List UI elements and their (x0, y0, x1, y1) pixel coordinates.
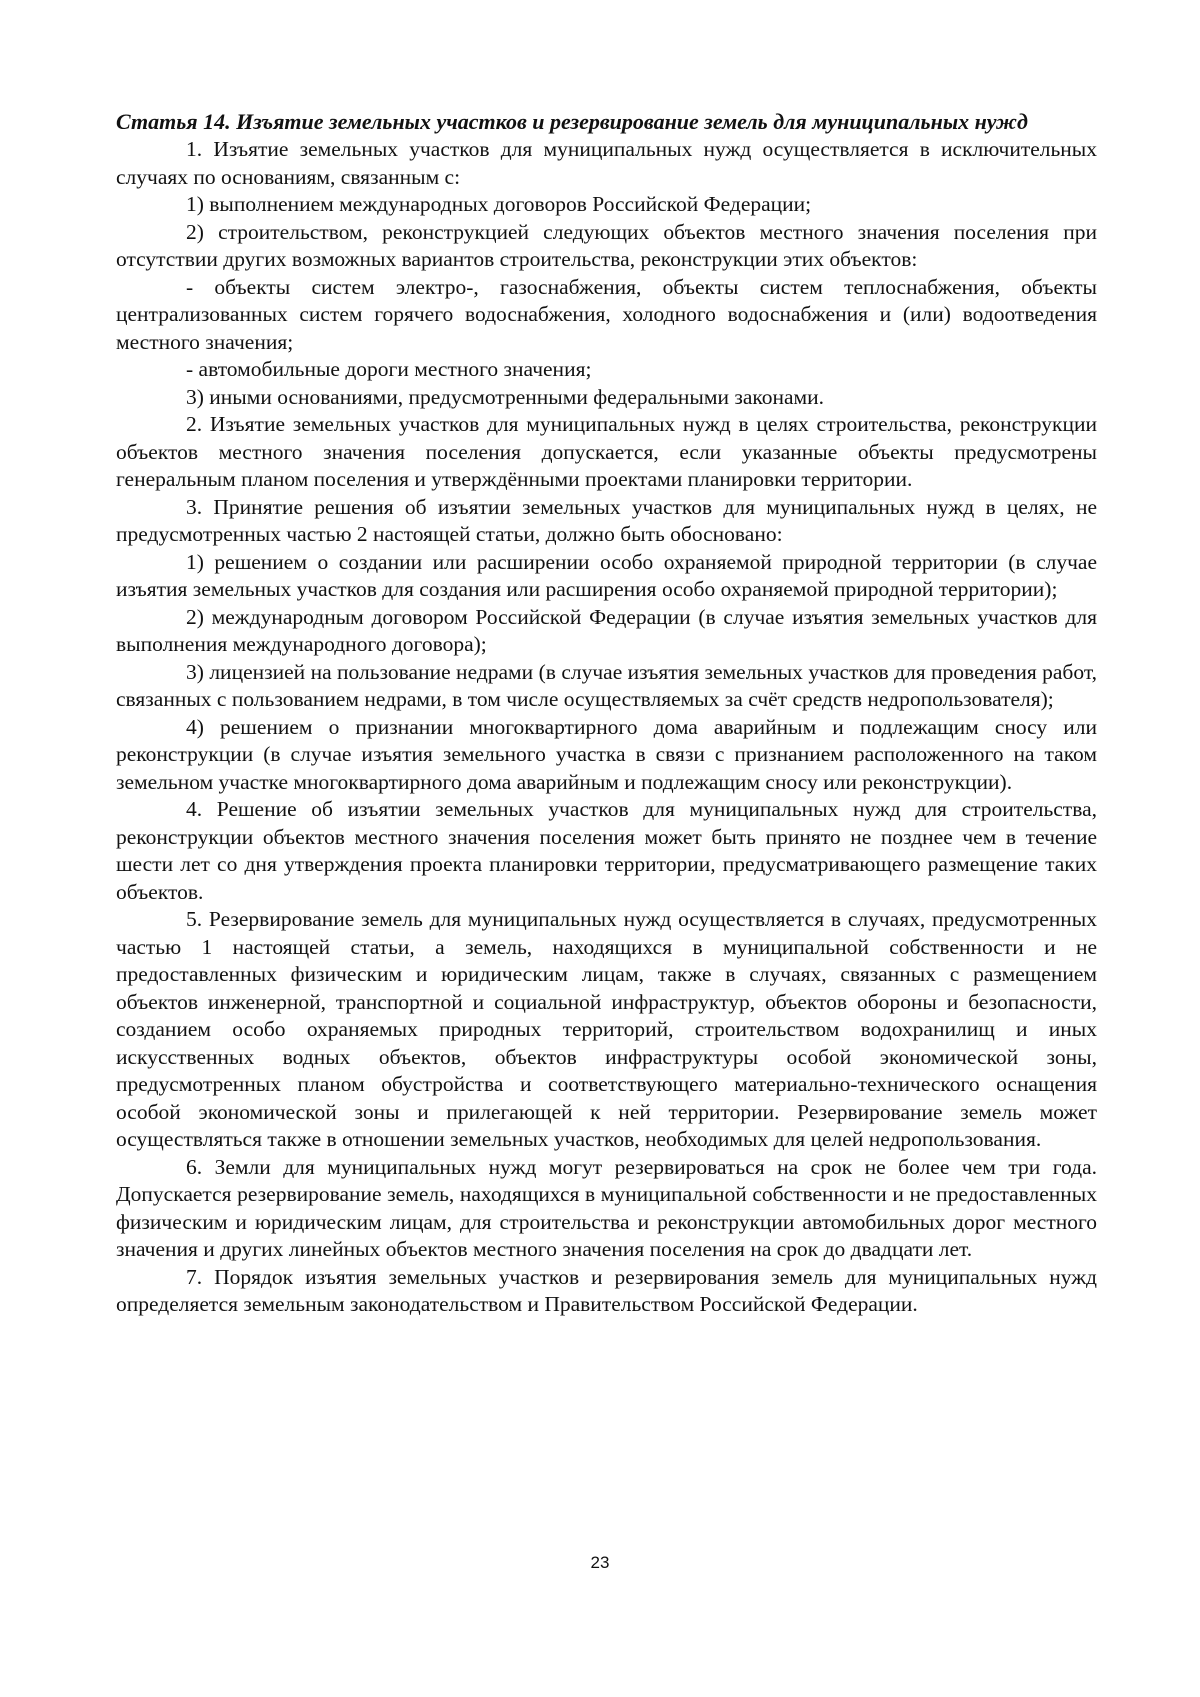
paragraph-1-item-2: 2) строительством, реконструкцией следующих объектов местного значения поселения при отсутствии других возможных вариантов строительства, реконструкции этих объектов: (116, 219, 1097, 271)
paragraph-7: 7. Порядок изъятия земельных участков и резервирования земель для муниципальных нужд определяется земельным законодательством и Правительством Российской Федерации. (116, 1264, 1097, 1316)
paragraph-6: 6. Земли для муниципальных нужд могут резервироваться на срок не более чем три года. Допускается резервирование земель, находящихся в муниципальной собственности и не предоставленных физическим и юридическим лицам, для строительства и реконструкции автомобильных дорог местного значения и других линейных объектов местного значения поселения на срок до двадцати лет. (116, 1154, 1097, 1261)
paragraph-1-item-2-bullet-1: - объекты систем электро-, газоснабжения, объекты систем теплоснабжения, объекты централизованных систем горячего водоснабжения, холодного водоснабжения и (или) водоотведения местного значения; (116, 274, 1097, 354)
paragraph-1: 1. Изъятие земельных участков для муниципальных нужд осуществляется в исключительных случаях по основаниям, связанным с: (116, 137, 1097, 189)
paragraph-3-item-1: 1) решением о создании или расширении особо охраняемой природной территории (в случае изъятия земельных участков для создания или расширения особо охраняемой природной территории); (116, 549, 1097, 601)
paragraph-3-item-4: 4) решением о признании многоквартирного дома аварийным и подлежащим сносу или реконструкции (в случае изъятия земельного участка в связи с признанием расположенного на таком земельном участке многоквартирного дома аварийным и подлежащим сносу или реконструкции). (116, 714, 1097, 794)
paragraph-5: 5. Резервирование земель для муниципальных нужд осуществляется в случаях, предусмотренных частью 1 настоящей статьи, а земель, находящихся в муниципальной собственности и не предоставленных физическим и юридическим лицам, также в случаях, связанных с размещением объектов инженерной, транспортной и социальной инфраструктур, объектов обороны и безопасности, созданием особо охраняемых природных территорий, строительством водохранилищ и иных искусственных водных объектов, объектов инфраструктуры особой экономической зоны, предусмотренных планом обустройства и соответствующего материально-технического оснащения особой экономической зоны и прилегающей к ней территории. Резервирование земель может осуществляться также в отношении земельных участков, необходимых для целей недропользования. (116, 907, 1097, 1151)
page-number: 23 (590, 1553, 610, 1572)
paragraph-3-item-2: 2) международным договором Российской Федерации (в случае изъятия земельных участков для выполнения международного договора); (116, 604, 1097, 656)
article-title: Статья 14. Изъятие земельных участков и резервирование земель для муниципальных нужд (116, 109, 1028, 134)
paragraph-2: 2. Изъятие земельных участков для муниципальных нужд в целях строительства, реконструкции объектов местного значения поселения допускается, если указанные объекты предусмотрены генеральным планом поселения и утверждёнными проектами планировки территории. (116, 412, 1097, 491)
document-page (116, 108, 1097, 1319)
paragraph-1-item-3: 3) иными основаниями, предусмотренными федеральными законами. (186, 384, 824, 409)
paragraph-3: 3. Принятие решения об изъятии земельных участков для муниципальных нужд в целях, не предусмотренных частью 2 настоящей статьи, должно быть обосновано: (116, 494, 1097, 546)
paragraph-1-item-2-bullet-2: - автомобильные дороги местного значения; (186, 357, 592, 381)
paragraph-4: 4. Решение об изъятии земельных участков для муниципальных нужд для строительства, реконструкции объектов местного значения поселения может быть принято не позднее чем в течение шести лет со дня утверждения проекта планировки территории, предусматривающего размещение таких объектов. (116, 797, 1097, 904)
paragraph-1-item-1: 1) выполнением международных договоров Российской Федерации; (186, 192, 812, 216)
paragraph-3-item-3: 3) лицензией на пользование недрами (в случае изъятия земельных участков для проведения работ, связанных с пользованием недрами, в том числе осуществляемых за счёт средств недропользователя); (116, 659, 1097, 711)
